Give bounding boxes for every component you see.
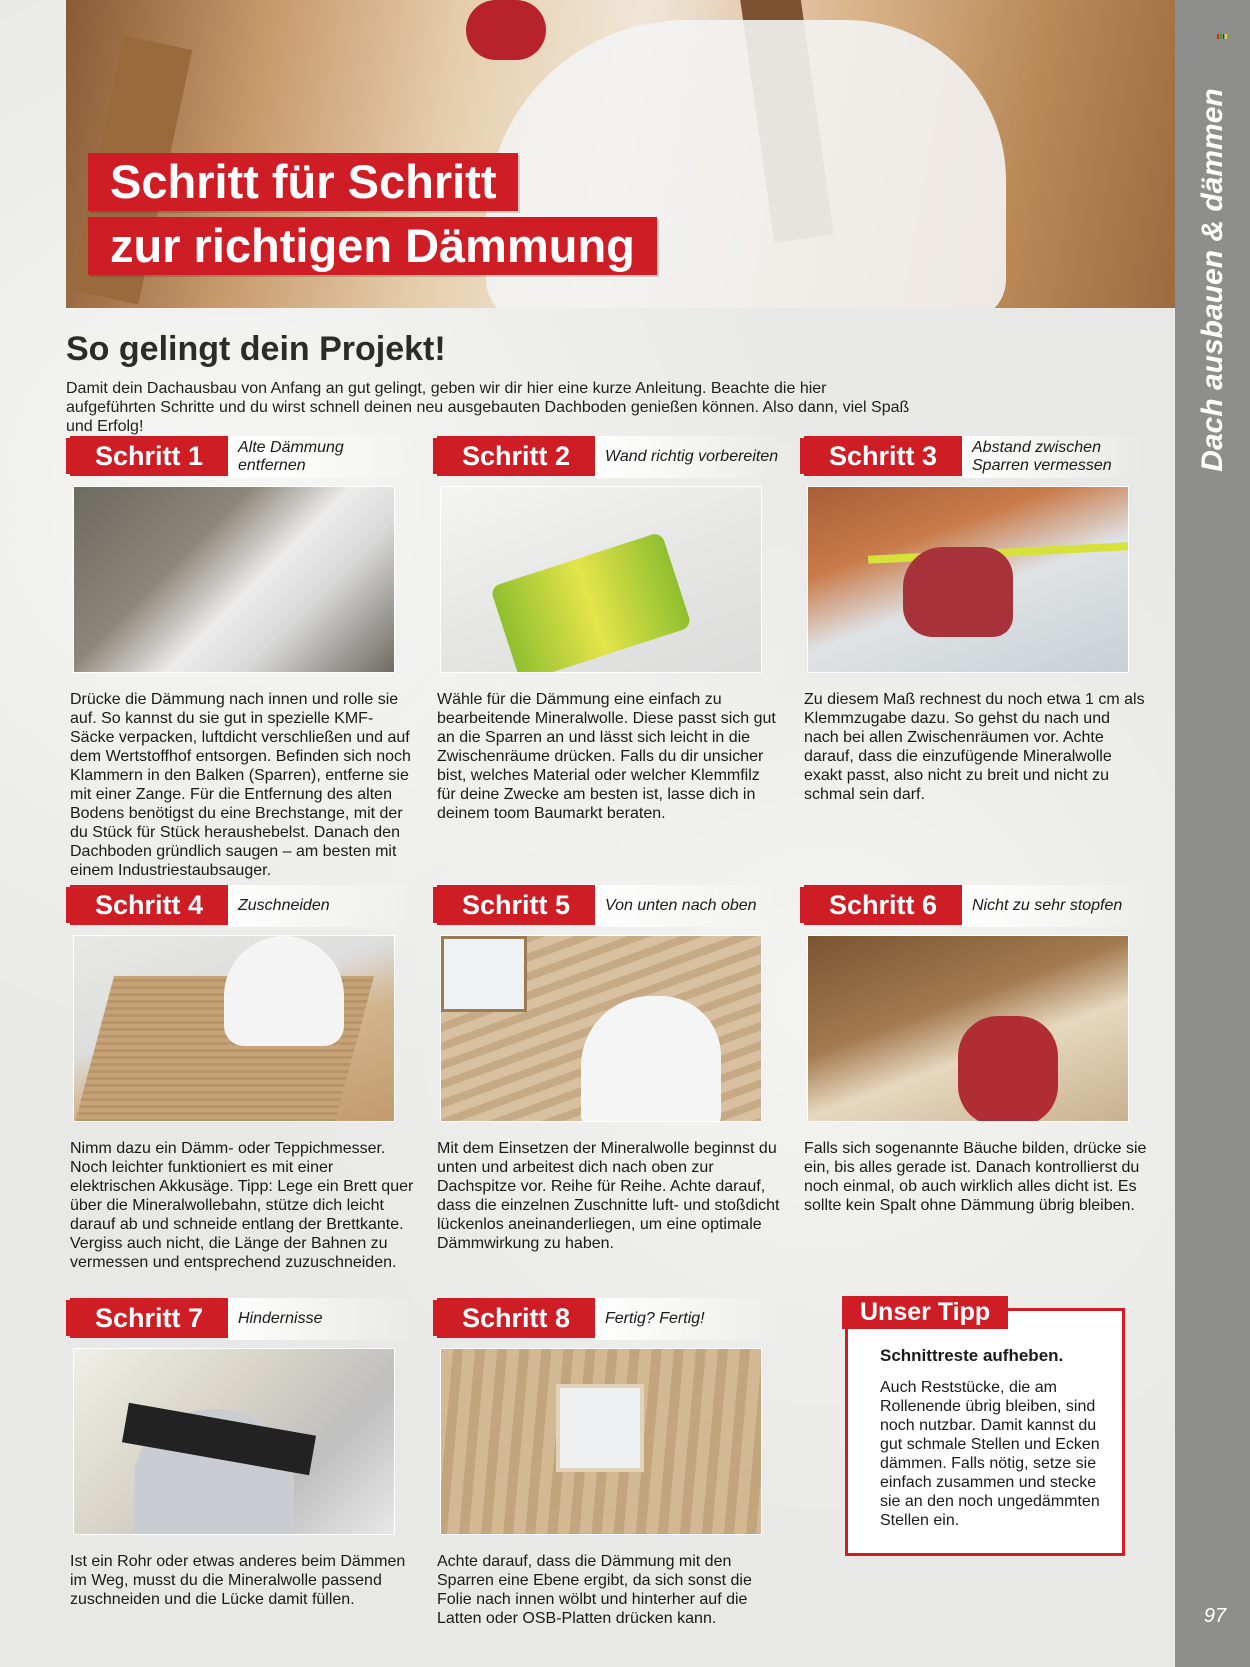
hero-title-line-2: zur richtigen Dämmung xyxy=(88,217,657,275)
step-photo xyxy=(73,1348,395,1535)
step-photo xyxy=(73,935,395,1122)
glove-shape xyxy=(903,547,1013,637)
step-header xyxy=(70,436,415,478)
step-2 xyxy=(437,436,782,822)
step-photo xyxy=(440,1348,762,1535)
step-badge: Schritt 2 xyxy=(437,436,595,476)
step-4 xyxy=(70,885,415,1271)
step-header xyxy=(804,885,1149,927)
page-heading: So gelingt dein Projekt! xyxy=(66,330,446,368)
hero-title-line-1: Schritt für Schritt xyxy=(88,153,518,211)
step-header xyxy=(70,885,415,927)
step-1 xyxy=(70,436,415,879)
step-header xyxy=(437,1298,782,1340)
step-header xyxy=(804,436,1149,478)
roof-window xyxy=(556,1384,644,1472)
step-header xyxy=(70,1298,415,1340)
step-7 xyxy=(70,1298,415,1608)
step-6 xyxy=(804,885,1149,1214)
step-text: Zu diesem Maß rechnest du noch etwa 1 cm als Klemmzugabe dazu. So gehst du nach und nach bei allen Zwischenräumen vor. Achte darauf, dass die einzufügende Mineralwolle exakt passt, also nicht zu breit und nicht zu schmal sein darf. xyxy=(804,691,1145,803)
tip-label: Unser Tipp xyxy=(842,1296,1008,1329)
step-subtitle: Alte Dämmung entfernen xyxy=(228,436,413,478)
insulation-roll xyxy=(490,532,692,673)
step-subtitle: Nicht zu sehr stopfen xyxy=(962,885,1147,927)
step-photo xyxy=(807,935,1129,1122)
tip-headline: Schnittreste aufheben. xyxy=(880,1346,1064,1365)
step-subtitle: Zuschneiden xyxy=(228,885,413,927)
step-text: Wähle für die Dämmung eine einfach zu bearbeitende Mineralwolle. Diese passt sich gut an die Sparren an und lässt sich leicht in die Zwischenräume drücken. Falls du dir unsicher bist, welches Material oder welcher Klemmfilz für deine Zwecke am besten ist, lasse dich in deinem toom Baumarkt beraten. xyxy=(437,691,776,822)
step-text: Ist ein Rohr oder etwas anderes beim Dämmen im Weg, musst du die Mineralwolle passend zuschneiden und die Lücke damit füllen. xyxy=(70,1553,406,1608)
step-text: Drücke die Dämmung nach innen und rolle sie auf. So kannst du sie gut in spezielle KMF-Säcke verpacken, luftdicht verschließen und auf dem Wertstoffhof entsorgen. Befinden sich noch Klammern in den Balken (Sparren), entferne sie mit einer Zange. Für die Entfernung des alten Bodens benötigst du eine Brechstange, mit der du Stück für Stück heraushebelst. Danach den Dachboden gründlich saugen – am besten mit einem Industriestaubsauger. xyxy=(70,691,411,879)
step-text: Falls sich sogenannte Bäuche bilden, drücke sie ein, bis alles gerade ist. Danach kontrollierst du noch einmal, ob auch wirklich alles dicht ist. Es sollte kein Spalt ohne Dämmung übrig bleiben. xyxy=(804,1140,1147,1214)
glove-shape xyxy=(466,0,546,60)
worker-figure xyxy=(581,996,721,1122)
step-photo xyxy=(73,486,395,673)
section-title-text: Dach ausbauen & dämmen xyxy=(1196,88,1229,472)
step-text: Nimm dazu ein Dämm- oder Teppichmesser. Noch leichter funktioniert es mit einer elektrischen Akkusäge. Tipp: Lege ein Brett quer über die Mineralwollebahn, stütze dich leicht darauf ab und schneide entlang der Brettkante. Vergiss auch nicht, die Länge der Bahnen zu vermessen und entsprechend zuzuschneiden. xyxy=(70,1140,414,1271)
step-photo xyxy=(440,486,762,673)
step-subtitle: Von unten nach oben xyxy=(595,885,780,927)
tip-box xyxy=(845,1296,1125,1556)
tip-text: Auch Reststücke, die am Rollenende übrig bleiben, sind noch nutzbar. Damit kannst du gut schmale Stellen und Ecken dämmen. Falls nötig, setze sie einfach zusammen und stecke sie an den noch ungedämmten Stellen ein. xyxy=(880,1379,1100,1529)
step-8 xyxy=(437,1298,782,1627)
step-badge: Schritt 5 xyxy=(437,885,595,925)
step-subtitle: Fertig? Fertig! xyxy=(595,1298,780,1340)
roof-window xyxy=(441,936,527,1012)
step-badge: Schritt 1 xyxy=(70,436,228,476)
step-text: Mit dem Einsetzen der Mineralwolle beginnst du unten und arbeitest dich nach oben zur Dachspitze vor. Reihe für Reihe. Achte darauf, dass die einzelnen Zuschnitte luft- und stoßdicht lückenlos aneinanderliegen, um eine optimale Dämmwirkung zu haben. xyxy=(437,1140,780,1252)
step-header xyxy=(437,885,782,927)
intro-paragraph: Damit dein Dachausbau von Anfang an gut gelingt, geben wir dir hier eine kurze Anleitung. Beachte die hier aufgeführten Schritte und du wirst schnell deinen neu ausgebauten Dachboden genießen können. Also dann, viel Spaß und Erfolg! xyxy=(66,380,910,435)
worker-figure xyxy=(224,936,344,1046)
step-header xyxy=(437,436,782,478)
hero-title xyxy=(88,153,657,281)
step-text: Achte darauf, dass die Dämmung mit den Sparren eine Ebene ergibt, da sich sonst die Folie nach innen wölbt und hinterher auf die Latten oder OSB-Platten drücken kann. xyxy=(437,1553,752,1627)
step-badge: Schritt 8 xyxy=(437,1298,595,1338)
step-subtitle: Hindernisse xyxy=(228,1298,413,1340)
page-number: 97 xyxy=(1203,1605,1227,1627)
section-title-vertical xyxy=(1178,90,1248,470)
step-subtitle: Wand richtig vorbereiten xyxy=(595,436,780,478)
step-badge: Schritt 4 xyxy=(70,885,228,925)
step-badge: Schritt 7 xyxy=(70,1298,228,1338)
step-badge: Schritt 6 xyxy=(804,885,962,925)
step-3 xyxy=(804,436,1149,803)
glove-shape xyxy=(958,1016,1058,1122)
print-color-marks xyxy=(1217,34,1227,39)
step-5 xyxy=(437,885,782,1252)
step-subtitle: Abstand zwischen Sparren vermessen xyxy=(962,436,1147,478)
step-photo xyxy=(440,935,762,1122)
step-photo xyxy=(807,486,1129,673)
step-badge: Schritt 3 xyxy=(804,436,962,476)
